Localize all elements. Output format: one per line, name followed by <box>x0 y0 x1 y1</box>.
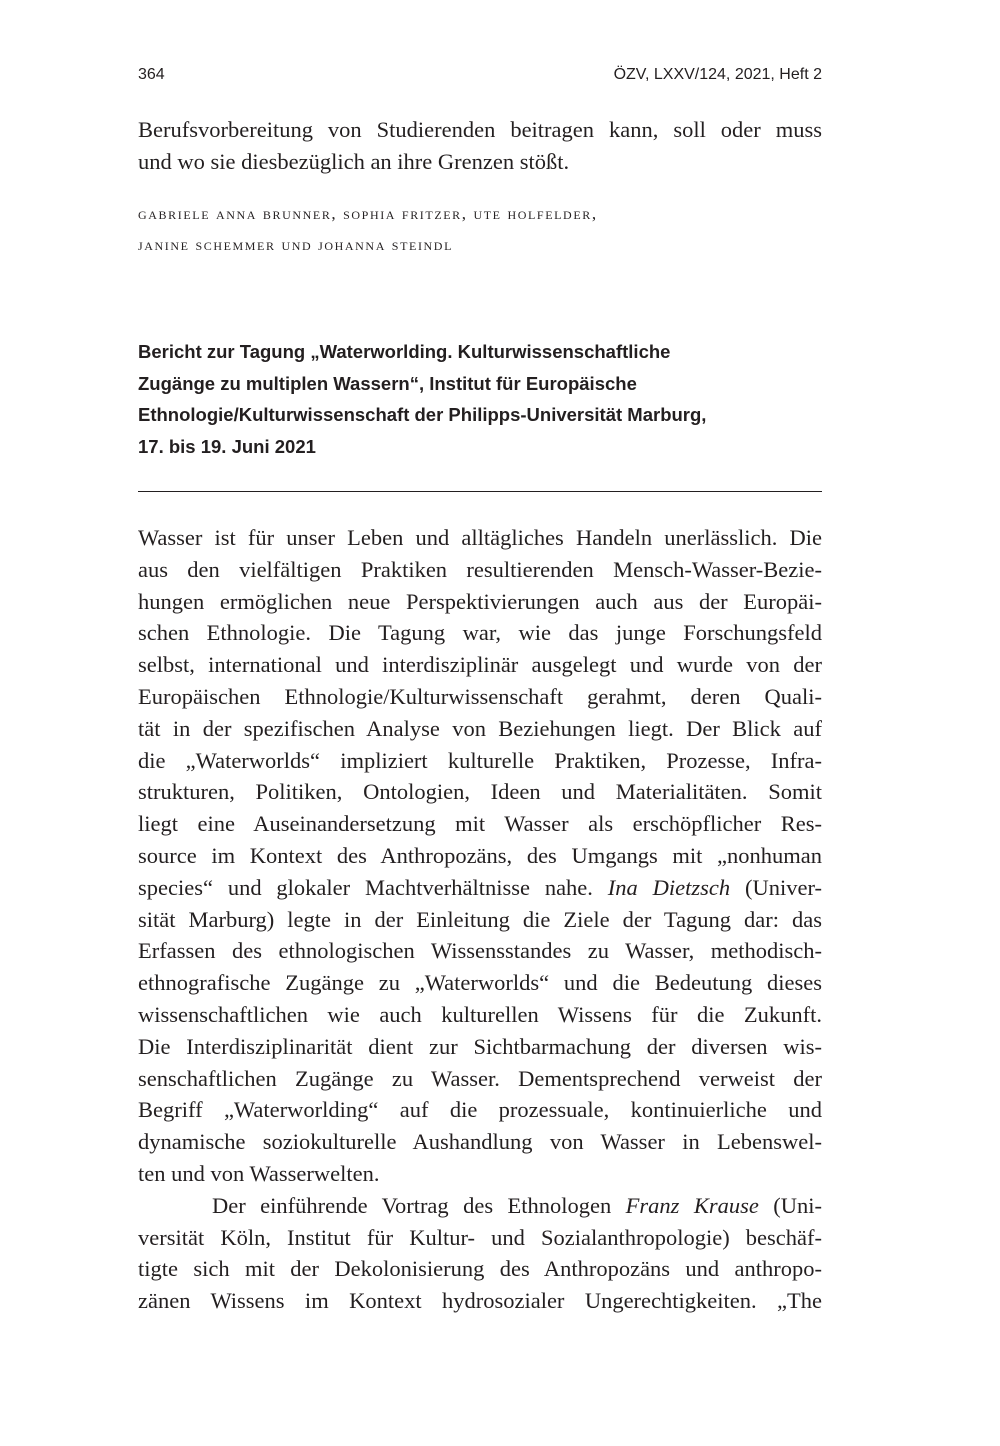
text-line: tigte sich mit der Dekolonisierung des Anthropozäns und anthropo- <box>138 1256 822 1282</box>
text-line: strukturen, Politiken, Ontologien, Ideen und Materialitäten. Somit <box>138 779 822 805</box>
text-segment: (Univer- <box>744 874 822 900</box>
title-line: Zugänge zu multiplen Wassern“, Institut für Europäische <box>138 372 637 394</box>
title-line: 17. bis 19. Juni 2021 <box>138 435 316 457</box>
author-line: gabriele anna brunner, sophia fritzer, ute holfelder, <box>138 204 598 223</box>
text-line: Europäischen Ethnologie/Kulturwissenschaft gerahmt, deren Quali- <box>138 683 822 709</box>
text-segment: species“ und glokaler Machtverhältnisse nahe. <box>138 874 593 900</box>
text-line: selbst, international und interdisziplinär ausgelegt und wurde von der <box>138 652 822 678</box>
author-names <box>138 198 822 260</box>
text-segment: Der einführende Vortrag des Ethnologen <box>212 1192 612 1218</box>
text-line: zänen Wissens im Kontext hydrosozialer Ungerechtigkeiten. „The <box>138 1288 822 1314</box>
text-line: source im Kontext des Anthropozäns, des Umgangs mit „nonhuman <box>138 842 822 868</box>
text-line: tät in der spezifischen Analyse von Beziehungen liegt. Der Blick auf <box>138 715 822 741</box>
text-line: versität Köln, Institut für Kultur- und Sozialanthropologie) beschäf- <box>138 1224 822 1250</box>
text-line: Begriff „Waterworlding“ auf die prozessuale, kontinuierliche und <box>138 1097 822 1123</box>
paragraph-1 <box>138 522 822 1190</box>
text-line: schen Ethnologie. Die Tagung war, wie das junge Forschungsfeld <box>138 620 822 646</box>
article-body <box>138 522 822 1317</box>
text-line: wissenschaftlichen wie auch kulturellen Wissens für die Zukunft. <box>138 1001 822 1027</box>
person-name: Ina Dietzsch <box>607 874 731 900</box>
text-line: die „Waterworlds“ impliziert kulturelle Praktiken, Prozesse, Infra- <box>138 747 822 773</box>
text-line: senschaftlichen Zugänge zu Wasser. Dementsprechend verweist der <box>138 1065 822 1091</box>
text-line: Wasser ist für unser Leben und alltägliches Handeln unerlässlich. Die <box>138 525 822 550</box>
report-title <box>138 336 822 462</box>
journal-citation: ÖZV, LXXV/124, 2021, Heft 2 <box>613 66 822 83</box>
person-name: Franz Krause <box>625 1192 759 1218</box>
title-line: Bericht zur Tagung „Waterworlding. Kulturwissenschaftliche <box>138 341 671 362</box>
text-line: dynamische soziokulturelle Aushandlung von Wasser in Lebenswel- <box>138 1129 822 1155</box>
text-line: ethnografische Zugänge zu „Waterworlds“ und die Bedeutung dieses <box>138 970 822 996</box>
text-line: Erfassen des ethnologischen Wissensstandes zu Wasser, methodisch- <box>138 938 822 964</box>
text-line: liegt eine Auseinandersetzung mit Wasser als erschöpflicher Res- <box>138 811 822 837</box>
text-line: und wo sie diesbezüglich an ihre Grenzen stößt. <box>138 148 570 174</box>
text-line: Die Interdisziplinarität dient zur Sichtbarmachung der diversen wis- <box>138 1033 822 1059</box>
text-line <box>138 1190 822 1222</box>
title-line: Ethnologie/Kulturwissenschaft der Philipps-Universität Marburg, <box>138 404 707 425</box>
author-line: janine schemmer und johanna steindl <box>138 235 453 254</box>
text-line: sität Marburg) legte in der Einleitung die Ziele der Tagung dar: das <box>138 906 822 932</box>
previous-article-end <box>138 114 822 178</box>
page-number: 364 <box>138 66 165 83</box>
text-line: Berufsvorbereitung von Studierenden beitragen kann, soll oder muss <box>138 117 822 142</box>
text-line: aus den vielfältigen Praktiken resultierenden Mensch-Wasser-Bezie- <box>138 556 822 582</box>
title-divider <box>138 491 822 492</box>
text-segment: (Uni- <box>773 1192 823 1218</box>
paragraph-2 <box>138 1190 822 1317</box>
text-line: hungen ermöglichen neue Perspektivierungen auch aus der Europäi- <box>138 588 822 614</box>
text-line <box>138 872 822 904</box>
text-line: ten und von Wasserwelten. <box>138 1160 380 1186</box>
